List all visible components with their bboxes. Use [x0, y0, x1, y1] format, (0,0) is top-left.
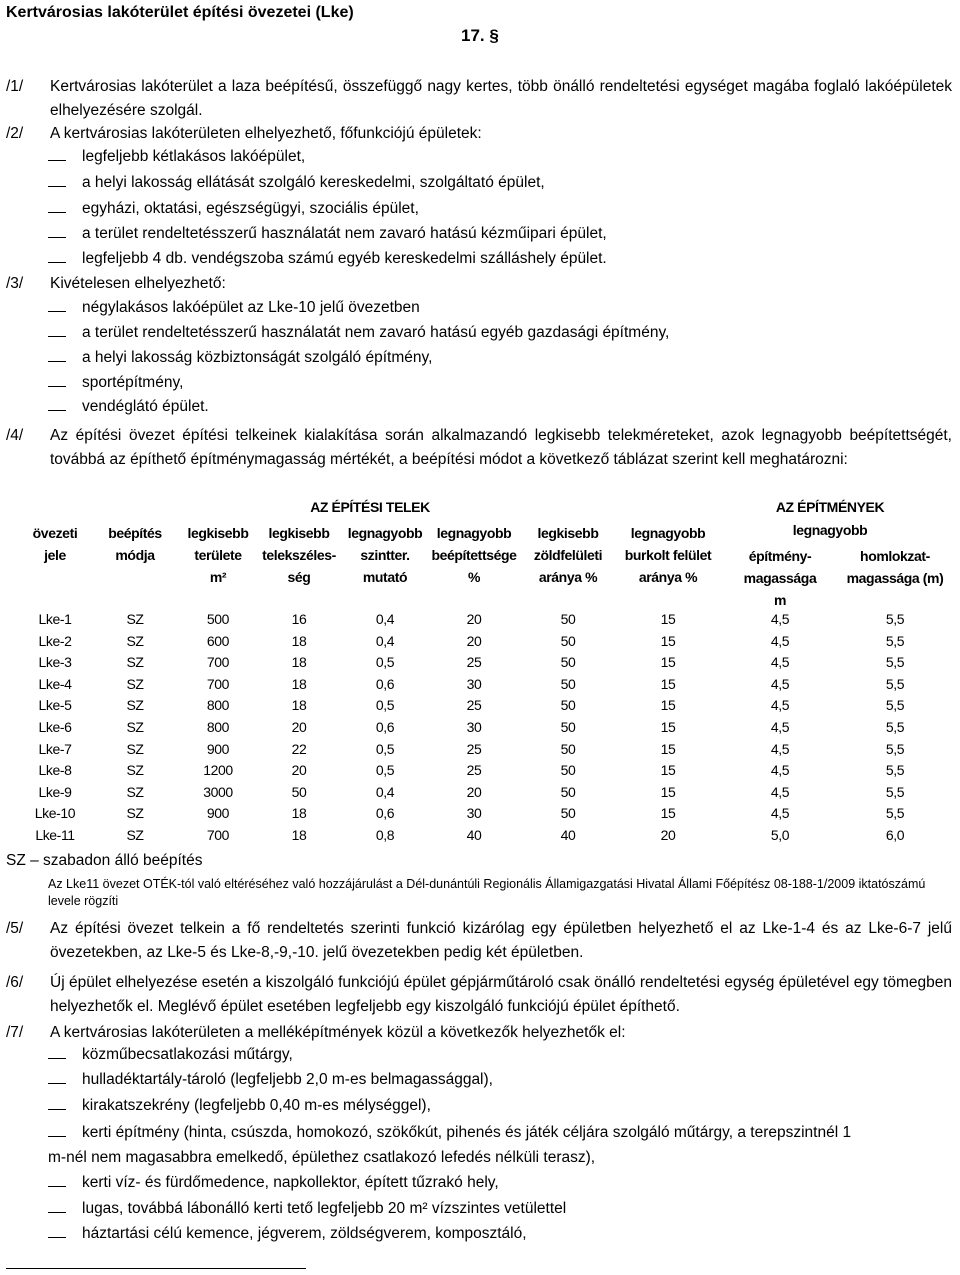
list-item: legfeljebb 4 db. vendégszoba számú egyéb kereskedelmi szálláshely épület. — [82, 250, 607, 267]
table-cell: 1200 — [203, 762, 233, 779]
paragraph-5 — [6, 917, 952, 965]
table-cell: 0,6 — [375, 805, 395, 822]
table-cell: 4,5 — [770, 762, 790, 779]
table-cell: 15 — [660, 611, 676, 627]
table-cell: 0,6 — [375, 675, 395, 692]
paragraph-text: Az építési övezet telkein a fő rendeltetés szerinti funkció kizárólag egy épületben helyezhető el az Lke-1-4 és az Lke-6-7 jelű övezetekben, az Lke-5 és Lke-8,-9,-10. jelű övezetekben pedig két épületben. — [50, 920, 952, 961]
table-cell: 15 — [660, 654, 676, 671]
table-cell: 50 — [560, 805, 576, 822]
table-cell: 5,5 — [885, 805, 905, 822]
footnote-separator — [6, 1268, 306, 1269]
table-cell: 5,5 — [885, 632, 905, 649]
table-cell: 0,5 — [375, 762, 395, 779]
table-cell: 4,5 — [770, 697, 790, 714]
table-cell: SZ — [126, 783, 144, 800]
table-cell: 30 — [466, 805, 482, 822]
table-cell: 50 — [560, 697, 576, 714]
table-cell: SZ — [126, 675, 144, 692]
table-cell: 50 — [560, 740, 576, 757]
group-header-plot: AZ ÉPÍTÉSI TELEK — [310, 499, 430, 515]
table-cell: SZ — [126, 762, 144, 779]
table-cell: 18 — [291, 654, 307, 671]
list-item: sportépítmény, — [82, 374, 184, 391]
paragraph-4 — [6, 424, 952, 472]
paragraph-number: /4/ — [6, 427, 24, 444]
table-cell: 40 — [560, 827, 576, 843]
table-cell: 30 — [466, 675, 482, 692]
table-cell: 15 — [660, 632, 676, 649]
list-dash — [48, 386, 66, 387]
table-cell: Lke-3 — [38, 654, 72, 671]
table-cell: 5,5 — [885, 740, 905, 757]
table-cell: 18 — [291, 675, 307, 692]
table-cell: 20 — [466, 632, 482, 649]
list-dash — [48, 1186, 66, 1187]
list-dash — [48, 1136, 66, 1137]
paragraph-number: /6/ — [6, 974, 24, 991]
table-cell: Lke-8 — [38, 762, 72, 779]
table-cell: 0,6 — [375, 719, 395, 735]
table-cell: 50 — [560, 632, 576, 649]
document-title: Kertvárosias lakóterület építési övezetei (Lke) — [6, 4, 354, 21]
table-cell: 600 — [206, 632, 230, 649]
table-cell: Lke-4 — [38, 675, 72, 692]
table-cell: SZ — [126, 654, 144, 671]
list-dash — [48, 160, 66, 161]
table-cell: 5,0 — [770, 827, 790, 843]
list-dash — [48, 311, 66, 312]
paragraph-text: Új épület elhelyezése esetén a kiszolgáló funkciójú épület gépjárműtároló csak önálló rendeltetési egység épületével egy tömegben helyezhetők el. Meglévő épület esetében legfeljebb egy kiszolgáló funkciójú épület építhető. — [50, 974, 952, 1015]
list-item: vendéglátó épület. — [82, 398, 209, 415]
table-cell: 50 — [560, 783, 576, 800]
list-item: hulladéktartály-tároló (legfeljebb 2,0 m-es belmagassággal), — [82, 1071, 493, 1088]
paragraph-text: Kertvárosias lakóterület a laza beépítésű, összefüggő nagy kertes, több önálló rendeltetési egységet magába foglaló lakóépületek elhelyezésére szolgál. — [50, 78, 952, 119]
table-cell: 50 — [560, 611, 576, 627]
list-item: kerti víz- és fürdőmedence, napkollektor, épített tűzrakó hely, — [82, 1174, 499, 1191]
table-cell: 25 — [466, 740, 482, 757]
table-cell: 5,5 — [885, 675, 905, 692]
list-dash — [48, 1212, 66, 1213]
table-cell: 4,5 — [770, 783, 790, 800]
table-cell: 0,5 — [375, 654, 395, 671]
table-cell: 18 — [291, 697, 307, 714]
table-cell: 15 — [660, 719, 676, 735]
paragraph-3 — [6, 272, 952, 296]
table-cell: 5,5 — [885, 697, 905, 714]
table-cell: 15 — [660, 805, 676, 822]
table-cell: 700 — [206, 675, 230, 692]
table-cell: 0,4 — [375, 611, 395, 627]
list-item: lugas, továbbá lábonálló kerti tető legfeljebb 20 m² vízszintes vetülettel — [82, 1200, 567, 1217]
paragraph-text: A kertvárosias lakóterületen a melléképítmények közül a következők helyezhetők el: — [50, 1024, 626, 1041]
table-cell: 18 — [291, 632, 307, 649]
table-cell: 4,5 — [770, 632, 790, 649]
table-cell: Lke-9 — [38, 783, 72, 800]
table-cell: 700 — [206, 827, 230, 843]
list-item: kirakatszekrény (legfeljebb 0,40 m-es mélységgel), — [82, 1097, 431, 1114]
list-dash — [48, 1109, 66, 1110]
table-cell: 50 — [291, 783, 307, 800]
list-dash — [48, 237, 66, 238]
col-header-green-area: legkisebb zöldfelületi aránya % — [533, 525, 603, 585]
table-cell: 20 — [291, 719, 307, 735]
list-item: négylakásos lakóépület az Lke-10 jelű övezetben — [82, 299, 420, 316]
table-cell: 5,5 — [885, 783, 905, 800]
paragraph-number: /5/ — [6, 920, 24, 937]
list-item: háztartási célú kemence, jégverem, zöldségverem, komposztáló, — [82, 1225, 527, 1242]
group-header-buildings: AZ ÉPÍTMÉNYEK — [775, 499, 885, 515]
list-item: legfeljebb kétlakásos lakóépület, — [82, 148, 306, 165]
table-cell: 4,5 — [770, 740, 790, 757]
table-cell: SZ — [126, 805, 144, 822]
table-cell: SZ — [126, 632, 144, 649]
table-cell: 5,5 — [885, 719, 905, 735]
table-cell: Lke-1 — [38, 611, 72, 627]
table-cell: 40 — [466, 827, 482, 843]
table-legend: SZ – szabadon álló beépítés — [6, 852, 203, 869]
list-item-continuation: m-nél nem magasabbra emelkedő, épülethez csatlakozó lefedés nélküli terasz), — [48, 1149, 596, 1166]
table-cell: 500 — [206, 611, 230, 627]
table-cell: SZ — [126, 611, 144, 627]
table-cell: 0,4 — [375, 783, 395, 800]
table-cell: SZ — [126, 719, 144, 735]
col-header-building-height: építmény- magassága m — [743, 548, 817, 608]
paragraph-text: Az építési övezet építési telkeinek kialakítása során alkalmazandó legkisebb telekméreteket, azok legnagyobb beépítettségét, továbbá az építhető építménymagasság mértékét, a beépítési módot a következő táblázat szerint kell meghatározni: — [50, 427, 952, 468]
table-cell: 5,5 — [885, 611, 905, 627]
table-cell: 0,5 — [375, 740, 395, 757]
table-cell: SZ — [126, 827, 144, 843]
col-header-min-width: legkisebb telekszéles- ség — [262, 525, 336, 585]
col-header-floor-ratio: legnagyobb szintter. mutató — [347, 525, 423, 585]
table-cell: Lke-5 — [38, 697, 72, 714]
table-cell: Lke-10 — [34, 805, 76, 822]
table-cell: 0,8 — [375, 827, 395, 843]
table-cell: 4,5 — [770, 675, 790, 692]
list-item: a terület rendeltetésszerű használatát nem zavaró hatású egyéb gazdasági építmény, — [82, 324, 670, 341]
table-cell: 0,4 — [375, 632, 395, 649]
list-dash — [48, 186, 66, 187]
paragraph-number: /2/ — [6, 125, 24, 142]
list-dash — [48, 1237, 66, 1238]
paragraph-text: A kertvárosias lakóterületen elhelyezhető, főfunkciójú épületek: — [50, 125, 482, 142]
table-cell: 4,5 — [770, 805, 790, 822]
table-cell: 50 — [560, 762, 576, 779]
paragraph-text: Kivételesen elhelyezhető: — [50, 275, 226, 292]
list-dash — [48, 361, 66, 362]
table-cell: 18 — [291, 805, 307, 822]
table-cell: Lke-2 — [38, 632, 72, 649]
table-cell: 3000 — [203, 783, 233, 800]
col-header-max-coverage: legnagyobb beépítettsége % — [431, 525, 517, 585]
list-item: kerti építmény (hinta, csúszda, homokozó, szökőkút, pihenés és játék céljára szolgáló műtárgy, a terepszintnél 1 — [82, 1124, 852, 1141]
table-cell: 50 — [560, 675, 576, 692]
list-item: a helyi lakosság közbiztonságát szolgáló építmény, — [82, 349, 433, 366]
table-cell: 22 — [291, 740, 307, 757]
list-dash — [48, 262, 66, 263]
table-cell: 6,0 — [885, 827, 905, 843]
table-cell: 20 — [466, 783, 482, 800]
col-header-min-area: legkisebb területe m² — [187, 525, 249, 585]
table-cell: 900 — [206, 740, 230, 757]
table-cell: 700 — [206, 654, 230, 671]
table-cell: 15 — [660, 783, 676, 800]
table-cell: Lke-6 — [38, 719, 72, 735]
table-cell: 25 — [466, 697, 482, 714]
list-item: a helyi lakosság ellátását szolgáló kereskedelmi, szolgáltató épület, — [82, 174, 545, 191]
table-cell: 4,5 — [770, 654, 790, 671]
table-cell: 15 — [660, 762, 676, 779]
table-cell: 20 — [291, 762, 307, 779]
col-header-paved-area: legnagyobb burkolt felület aránya % — [624, 525, 712, 585]
list-dash — [48, 212, 66, 213]
table-cell: 800 — [206, 697, 230, 714]
table-cell: 5,5 — [885, 762, 905, 779]
table-cell: 15 — [660, 697, 676, 714]
table-cell: 800 — [206, 719, 230, 735]
list-dash — [48, 1058, 66, 1059]
col-header-zone: övezeti jele — [32, 525, 78, 563]
col-header-facade-height: homlokzat- magassága (m) — [846, 548, 944, 586]
table-cell: 15 — [660, 740, 676, 757]
table-cell: 25 — [466, 762, 482, 779]
table-cell: 50 — [560, 654, 576, 671]
table-cell: 20 — [660, 827, 676, 843]
list-item: a terület rendeltetésszerű használatát nem zavaró hatású kézműipari épület, — [82, 225, 607, 242]
list-dash — [48, 1083, 66, 1084]
table-cell: 16 — [291, 611, 307, 627]
table-cell: 15 — [660, 675, 676, 692]
table-cell: SZ — [126, 697, 144, 714]
table-note: Az Lke11 övezet OTÉK-tól való eltéréséhez való hozzájárulást a Dél-dunántúli Regionális Államigazgatási Hivatal Állami Főépítész 08-188-1/2009 iktatószámú levele rögzíti — [48, 877, 926, 908]
table-cell: 50 — [560, 719, 576, 735]
paragraph-number: /7/ — [6, 1024, 24, 1041]
list-item: közműbecsatlakozási műtárgy, — [82, 1046, 293, 1063]
paragraph-2 — [6, 122, 952, 146]
table-cell: 5,5 — [885, 654, 905, 671]
table-cell: 25 — [466, 654, 482, 671]
table-cell: Lke-7 — [38, 740, 72, 757]
table-cell: 0,5 — [375, 697, 395, 714]
table-cell: 4,5 — [770, 611, 790, 627]
col-header-max: legnagyobb — [792, 522, 868, 538]
paragraph-6 — [6, 971, 952, 1019]
table-cell: 4,5 — [770, 719, 790, 735]
table-cell: 18 — [291, 827, 307, 843]
list-dash — [48, 336, 66, 337]
paragraph-1 — [6, 75, 952, 123]
paragraph-7 — [6, 1021, 952, 1045]
list-dash — [48, 410, 66, 411]
paragraph-number: /3/ — [6, 275, 24, 292]
table-cell: Lke-11 — [35, 827, 75, 843]
paragraph-number: /1/ — [6, 78, 24, 95]
list-item: egyházi, oktatási, egészségügyi, szociális épület, — [82, 200, 419, 217]
table-cell: SZ — [126, 740, 144, 757]
table-cell: 20 — [466, 611, 482, 627]
table-cell: 900 — [206, 805, 230, 822]
table-cell: 30 — [466, 719, 482, 735]
col-header-mode: beépítés módja — [108, 525, 162, 563]
section-number: 17. § — [461, 26, 499, 45]
